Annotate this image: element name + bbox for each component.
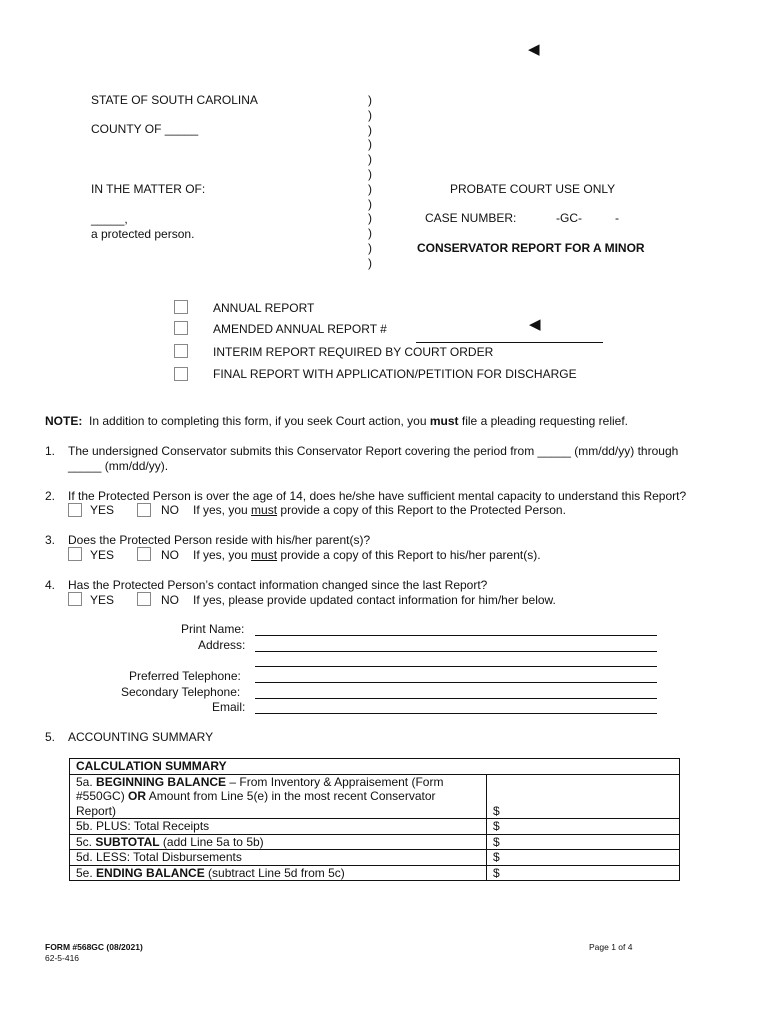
form-title: CONSERVATOR REPORT FOR A MINOR [417,241,645,255]
annual-report-label: ANNUAL REPORT [213,301,315,315]
table-row [70,865,680,881]
q2-yes-label: YES [90,503,115,517]
item-number: 2. [45,489,56,503]
table-row [70,819,680,835]
note-paragraph: NOTE: In addition to completing this form, if you seek Court action, you must file a pleading requesting relief. [45,414,628,428]
q3-no-label: NO [161,548,179,562]
court-use-label: PROBATE COURT USE ONLY [450,182,616,196]
q4-no-label: NO [161,593,179,607]
contact-changed-question: Has the Protected Person’s contact information changed since the last Report? [68,578,488,592]
final-report-checkbox[interactable] [174,367,188,381]
q2-no-label: NO [161,503,179,517]
secondary-telephone-field[interactable] [255,698,657,699]
row-5c-label: 5c. SUBTOTAL (add Line 5a to 5b) [70,834,487,850]
reside-with-parents-question: Does the Protected Person reside with his/her parent(s)? [68,533,371,547]
email-field[interactable] [255,713,657,714]
item-number: 5. [45,730,56,744]
print-name-label: Print Name: [181,622,245,636]
row-5d-amount[interactable]: $ [487,850,680,866]
q4-yes-label: YES [90,593,115,607]
address-label: Address: [198,638,246,652]
page-number: Page 1 of 4 [589,942,633,952]
row-5b-label: 5b. PLUS: Total Receipts [70,819,487,835]
county-label[interactable]: COUNTY OF _____ [91,122,199,136]
mental-capacity-question: If the Protected Person is over the age of 14, does he/she have sufficient mental capacity to understand this Report? [68,489,687,503]
print-name-field[interactable] [255,635,657,636]
q4-instruction: If yes, please provide updated contact information for him/her below. [193,593,556,607]
period-statement[interactable]: The undersigned Conservator submits this Conservator Report covering the period from _____ (mm/dd/yy) through [68,444,679,458]
q2-no-checkbox[interactable] [137,503,151,517]
case-number-label: CASE NUMBER: [425,211,517,225]
row-5c-amount[interactable]: $ [487,834,680,850]
form-id: FORM #568GC (08/2021) [45,942,143,952]
state-label: STATE OF SOUTH CAROLINA [91,93,258,107]
interim-report-label: INTERIM REPORT REQUIRED BY COURT ORDER [213,345,494,359]
item-number: 4. [45,578,56,592]
row-5e-amount[interactable]: $ [487,865,680,881]
case-number-dash[interactable]: - [615,211,619,225]
calculation-summary-table [69,758,680,881]
q4-yes-checkbox[interactable] [68,592,82,606]
q3-yes-checkbox[interactable] [68,547,82,561]
row-5e-label: 5e. ENDING BALANCE (subtract Line 5d from 5c) [70,865,487,881]
amended-report-label: AMENDED ANNUAL REPORT # [213,322,387,336]
annual-report-checkbox[interactable] [174,300,188,314]
q3-no-checkbox[interactable] [137,547,151,561]
protected-person-name-field[interactable]: _____, [91,212,128,226]
row-5a-amount[interactable]: $ [487,774,680,819]
accounting-summary-heading: ACCOUNTING SUMMARY [68,730,214,744]
item-number: 3. [45,533,56,547]
preferred-telephone-field[interactable] [255,682,657,683]
field-marker-icon: ◀ [528,41,540,58]
case-number-gc[interactable]: -GC- [556,211,582,225]
matter-label: IN THE MATTER OF: [91,182,206,196]
address-field-line-1[interactable] [255,651,657,652]
caption-divider: ) ) ) ) ) ) ) ) ) ) ) ) [368,93,372,270]
interim-report-checkbox[interactable] [174,344,188,358]
statute-code: 62-5-416 [45,953,80,963]
table-row [70,834,680,850]
q2-yes-checkbox[interactable] [68,503,82,517]
period-end-field[interactable]: _____ (mm/dd/yy). [68,459,169,473]
q2-instruction: If yes, you must provide a copy of this Report to the Protected Person. [193,503,566,517]
field-marker-icon: ◀ [529,316,541,333]
q3-instruction: If yes, you must provide a copy of this Report to his/her parent(s). [193,548,541,562]
table-row [70,759,680,775]
row-5a-label: 5a. BEGINNING BALANCE – From Inventory & Appraisement (Form #550GC) OR Amount from Line 5(e) in the most recent Conservator Report) [70,774,487,819]
amended-report-number-field[interactable] [416,342,603,343]
table-title: CALCULATION SUMMARY [70,759,680,775]
item-number: 1. [45,444,56,458]
q3-yes-label: YES [90,548,115,562]
row-5b-amount[interactable]: $ [487,819,680,835]
row-5d-label: 5d. LESS: Total Disbursements [70,850,487,866]
email-label: Email: [212,700,246,714]
protected-person-label: a protected person. [91,227,195,241]
table-row [70,774,680,819]
final-report-label: FINAL REPORT WITH APPLICATION/PETITION FOR DISCHARGE [213,367,577,381]
q4-no-checkbox[interactable] [137,592,151,606]
preferred-telephone-label: Preferred Telephone: [129,669,241,683]
address-field-line-2[interactable] [255,666,657,667]
table-row [70,850,680,866]
secondary-telephone-label: Secondary Telephone: [121,685,241,699]
amended-report-checkbox[interactable] [174,321,188,335]
